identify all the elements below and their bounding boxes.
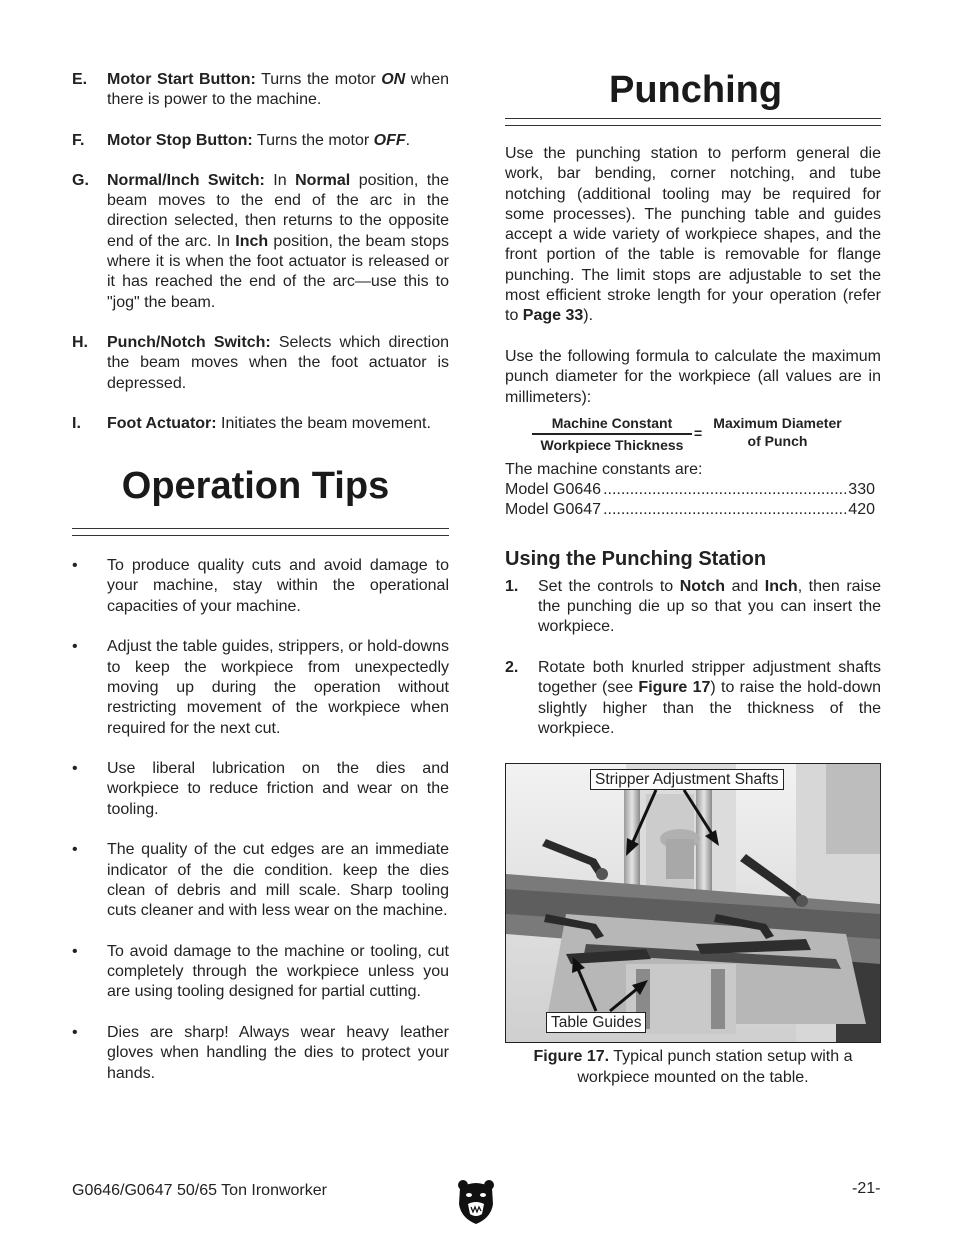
tip-text: Use liberal lubrication on the dies and workpiece to reduce friction and wear on the tooling.	[107, 760, 449, 818]
definition-bold: Normal	[295, 171, 351, 189]
step-1	[505, 577, 881, 638]
definition-text: Initiates the beam movement.	[216, 414, 431, 432]
tip-text: To avoid damage to the machine or tooling, cut completely through the workpiece unless you are using tooling designed for partial cutting.	[107, 942, 449, 1001]
definition-text: Turns the motor	[255, 71, 382, 88]
model-name: Model G0646	[505, 481, 602, 499]
definition-term: Foot Actuator:	[107, 414, 217, 432]
tip-item	[72, 840, 449, 921]
page-number: -21-	[852, 1180, 881, 1197]
definition-f	[72, 131, 449, 151]
step-text: ) to raise the hold-down slightly higher than the thickness of the workpiece.	[538, 679, 881, 737]
punch-formula	[505, 414, 881, 458]
definition-text: .	[405, 131, 411, 149]
definition-term: Motor Start Button:	[107, 71, 256, 88]
formula-result-line: Maximum Diameter	[713, 414, 842, 431]
punching-title: Punching	[609, 69, 783, 111]
dot-leader	[603, 480, 846, 500]
definition-text: Selects which direction the beam moves when the foot actuator is depressed.	[107, 333, 449, 392]
bullet-icon: •	[72, 557, 78, 575]
step-text: and	[725, 577, 765, 595]
step-bold: Inch	[764, 577, 798, 595]
step-number: 1.	[505, 577, 519, 595]
formula-denominator: Workpiece Thickness	[540, 436, 684, 453]
model-value: 420	[848, 501, 875, 519]
definition-letter: F.	[72, 131, 85, 149]
definition-term: Normal/Inch Switch:	[107, 171, 265, 189]
step-text: , then raise the punching die up so that you can insert the workpiece.	[538, 577, 881, 636]
tip-item	[72, 556, 449, 617]
intro-text: ).	[583, 307, 594, 325]
definition-text: position, the beam moves to the end of the arc in the direction selected, then returns to the opposite end of the arc. In	[107, 171, 450, 250]
intro-text: Use the punching station to perform general die work, bar bending, corner notching, and tube notching (additional tooling may be required for some processes). The punching table and guides accept a wide variety of workpiece shapes, and the front portion of the table is removable for flange punching. The limit stops are adjustable to set the most efficient stroke length for your operation (refer to	[505, 145, 881, 325]
definition-i	[72, 414, 449, 434]
section-heading: Using the Punching Station	[505, 547, 767, 570]
tip-text: To produce quality cuts and avoid damage to your machine, stay within the operational capacities of your machine.	[107, 557, 449, 615]
step-text: Set the controls to	[538, 577, 680, 595]
tip-item	[72, 759, 449, 820]
dot-leader	[603, 500, 846, 520]
bullet-icon: •	[72, 760, 78, 778]
page-reference: Page 33	[522, 307, 584, 325]
figure-17-photo	[505, 763, 881, 1043]
punch-station-illustration	[506, 764, 880, 1042]
definition-bold: Inch	[235, 232, 269, 250]
left-column	[72, 70, 449, 1104]
definition-text: In	[264, 171, 296, 189]
tip-item	[72, 942, 449, 1003]
tip-text: Adjust the table guides, strippers, or hold-downs to keep the workpiece from unexpectedly moving up during the operation without restricting movement of the workpiece when required for the next cut.	[107, 638, 449, 737]
step-bold: Notch	[679, 577, 726, 595]
bullet-icon: •	[72, 638, 78, 656]
callout-table-guides: Table Guides	[546, 1012, 646, 1033]
step-text: Rotate both knurled stripper adjustment shafts together (see	[538, 658, 881, 697]
definition-text: position, the beam stops where it is when the foot actuator is released or it has reached the end of the arc—use this to "jog" the beam.	[107, 232, 449, 311]
step-number: 2.	[505, 658, 519, 676]
bullet-icon: •	[72, 1023, 78, 1041]
definition-letter: E.	[72, 71, 88, 88]
formula-result-line: of Punch	[747, 432, 808, 449]
model-constant-row	[505, 500, 875, 520]
operation-tips-title: Operation Tips	[121, 465, 390, 508]
definition-letter: I.	[72, 414, 81, 432]
formula-fraction	[532, 414, 692, 454]
definition-text: Turns the motor	[252, 131, 374, 149]
definition-g	[72, 171, 449, 313]
definition-letter: G.	[72, 171, 89, 189]
definition-term: Punch/Notch Switch:	[107, 333, 271, 351]
definition-emphasis: OFF	[373, 131, 406, 149]
punching-intro	[505, 144, 881, 327]
formula-intro: Use the following formula to calculate the maximum punch diameter for the workpiece (all values are in millimeters):	[505, 347, 881, 406]
constants-intro: The machine constants are:	[505, 460, 703, 478]
tip-text: Dies are sharp! Always wear heavy leather gloves when handling the dies to protect your hands.	[107, 1023, 449, 1082]
step-2	[505, 658, 881, 739]
figure-caption	[505, 1047, 881, 1088]
title-rule	[72, 528, 449, 536]
tip-item	[72, 637, 449, 738]
model-constant-row	[505, 480, 875, 500]
footer-model: G0646/G0647 50/65 Ton Ironworker	[72, 1182, 327, 1199]
definition-e	[72, 70, 449, 111]
model-value: 330	[848, 481, 875, 499]
definition-text: when there is power to the machine.	[107, 71, 450, 109]
bear-head-icon	[457, 1178, 495, 1224]
tips-list	[72, 556, 449, 1084]
definition-letter: H.	[72, 333, 88, 351]
definition-emphasis: ON	[381, 71, 406, 88]
callout-stripper-shafts: Stripper Adjustment Shafts	[590, 769, 784, 790]
figure-reference: Figure 17	[638, 679, 711, 697]
definition-h	[72, 333, 449, 394]
definition-term: Motor Stop Button:	[107, 131, 253, 149]
formula-equals: =	[694, 424, 703, 441]
tip-text: The quality of the cut edges are an immediate indicator of the die condition. keep the dies clean of debris and mill scale. Sharp tooling cuts cleaner and with less wear on the machine.	[107, 841, 449, 920]
caption-text: Typical punch station setup with a workpiece mounted on the table.	[577, 1048, 853, 1086]
model-name: Model G0647	[505, 501, 602, 519]
formula-numerator: Machine Constant	[532, 414, 692, 435]
bullet-icon: •	[72, 942, 78, 960]
right-column	[505, 70, 881, 1088]
caption-label: Figure 17.	[533, 1048, 610, 1066]
tip-item	[72, 1023, 449, 1084]
bullet-icon: •	[72, 841, 78, 859]
formula-result	[707, 414, 848, 450]
title-rule	[505, 118, 881, 126]
